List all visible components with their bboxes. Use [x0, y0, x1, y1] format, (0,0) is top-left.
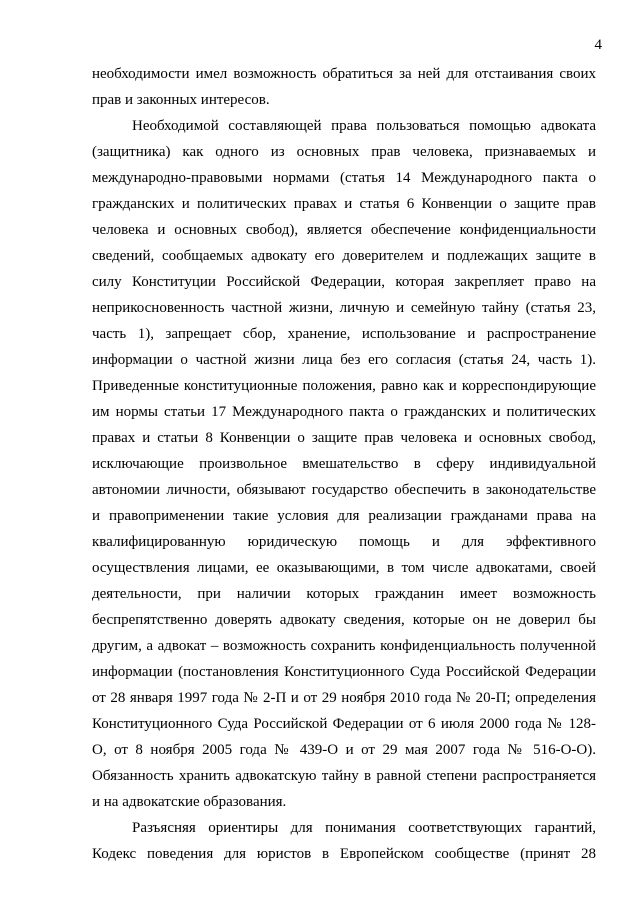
text-line: Разъясняя ориентиры для понимания соответствующих гарантий,: [132, 820, 596, 836]
text-line: квалифицированную юридическую помощь и для эффективного: [92, 534, 596, 550]
text-line: Необходимой составляющей права пользоваться помощью адвоката: [132, 118, 596, 134]
text-line: силу Конституции Российской Федерации, которая закрепляет право на: [92, 274, 596, 290]
text-line: автономии личности, обязывают государство обеспечить в законодательстве: [92, 482, 596, 498]
text-line: исключающие произвольное вмешательство в сферу индивидуальной: [92, 456, 596, 472]
text-line: Приведенные конституционные положения, равно как и корреспондирующие: [92, 378, 596, 394]
page-number: 4: [594, 37, 602, 53]
text-line: и на адвокатские образования.: [92, 794, 287, 810]
text-line: информации (постановления Конституционного Суда Российской Федерации: [92, 664, 596, 680]
text-line: правах и статьи 8 Конвенции о защите прав человека и основных свобод,: [92, 430, 596, 446]
text-line: им нормы статьи 17 Международного пакта о гражданских и политических: [92, 404, 596, 420]
text-line: (защитника) как одного из основных прав человека, признаваемых и: [92, 144, 596, 160]
text-line: гражданских и политических правах и статья 6 Конвенции о защите прав: [92, 196, 596, 212]
text-line: необходимости имел возможность обратиться за ней для отстаивания своих: [92, 66, 596, 82]
text-line: Обязанность хранить адвокатскую тайну в равной степени распространяется: [92, 768, 596, 784]
text-line: осуществления лицами, ее оказывающими, в том числе адвокатами, своей: [92, 560, 596, 576]
text-line: часть 1), запрещает сбор, хранение, использование и распространение: [92, 326, 596, 342]
text-line: человека и основных свобод), является обеспечение конфиденциальности: [92, 222, 596, 238]
text-line: Кодекс поведения для юристов в Европейском сообществе (принят 28: [92, 846, 596, 862]
text-line: международно-правовыми нормами (статья 14 Международного пакта о: [92, 170, 596, 186]
text-line: от 28 января 1997 года № 2-П и от 29 ноября 2010 года № 20-П; определения: [92, 690, 596, 706]
text-line: деятельности, при наличии которых гражданин имеет возможность: [92, 586, 596, 602]
text-line: О, от 8 ноября 2005 года № 439-О и от 29 мая 2007 года № 516-О-О).: [92, 742, 596, 758]
text-line: неприкосновенность частной жизни, личную и семейную тайну (статья 23,: [92, 300, 596, 316]
text-line: информации о частной жизни лица без его согласия (статья 24, часть 1).: [92, 352, 596, 368]
text-line: и правоприменении такие условия для реализации гражданами права на: [92, 508, 596, 524]
text-line: другим, а адвокат – возможность сохранить конфиденциальность полученной: [92, 638, 596, 654]
text-line: сведений, сообщаемых адвокату его доверителем и подлежащих защите в: [92, 248, 596, 264]
text-line: прав и законных интересов.: [92, 92, 270, 108]
text-line: Конституционного Суда Российской Федерации от 6 июля 2000 года № 128-: [92, 716, 596, 732]
text-line: беспрепятственно доверять адвокату сведения, которые он не доверил бы: [92, 612, 596, 628]
